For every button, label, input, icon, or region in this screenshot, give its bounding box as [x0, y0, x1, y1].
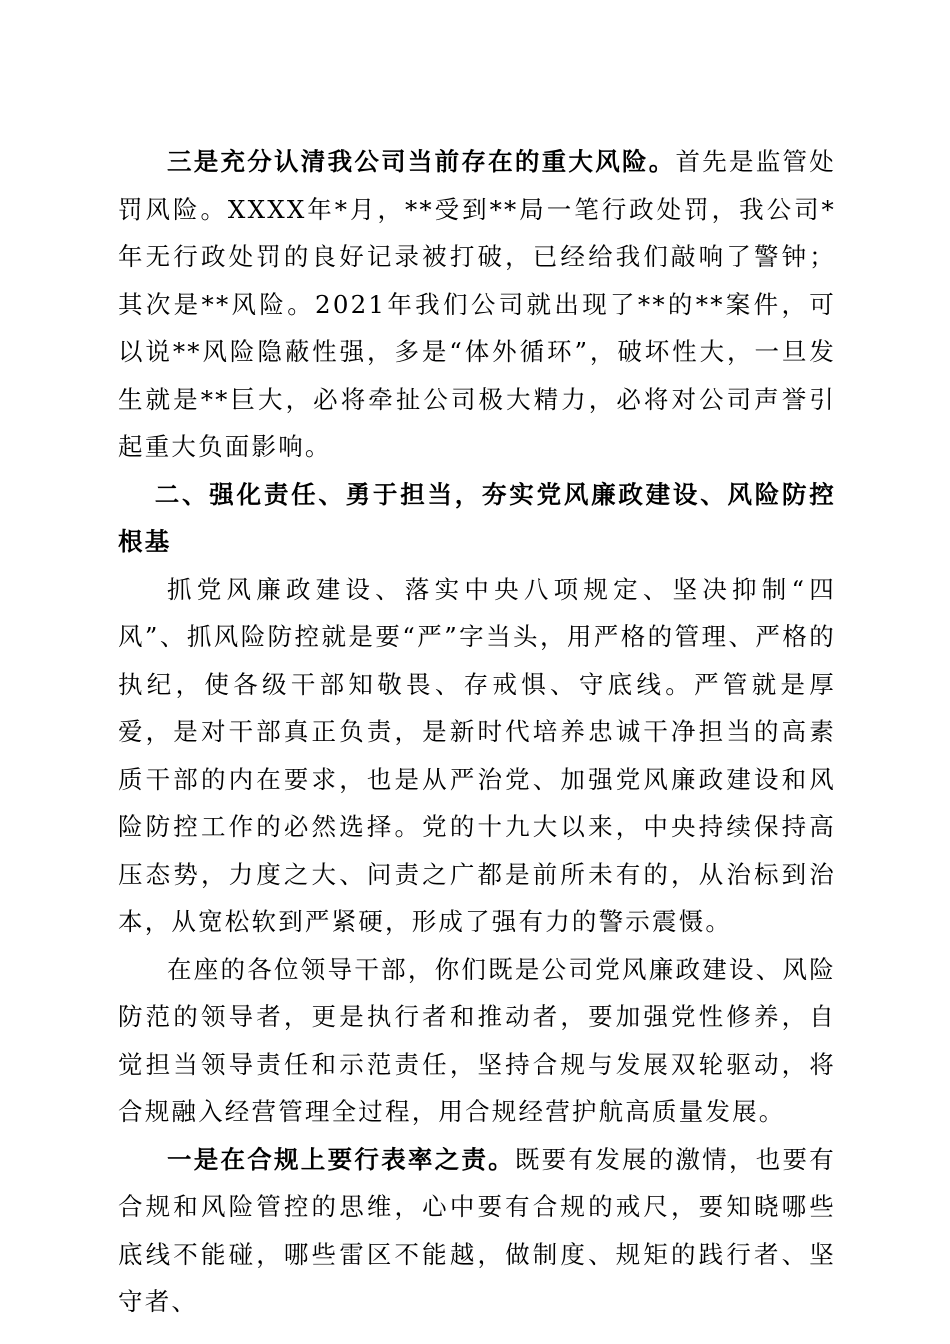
paragraph-compliance-example: [118, 1136, 836, 1326]
paragraph-text: 抓党风廉政建设、落实中央八项规定、坚决抑制“四风”、抓风险防控就是要“严”字当头，用严格的管理、严格的执纪，使各级干部知敬畏、存戒惧、守底线。严管就是厚爱，是对干部真正负责，是新时代培养忠诚干净担当的高素质干部的内在要求，也是从严治党、加强党风廉政建设和风险防控工作的必然选择。党的十九大以来，中央持续保持高压态势，力度之大、问责之广都是前所未有的，从治标到治本，从宽松软到严紧硬，形成了强有力的警示震慑。: [118, 574, 836, 936]
paragraph-leaders-responsibility: [118, 946, 836, 1136]
paragraph-text: 在座的各位领导干部，你们既是公司党风廉政建设、风险防范的领导者，更是执行者和推动者，要加强党性修养，自觉担当领导责任和示范责任，坚持合规与发展双轮驱动，将合规融入经营管理全过程，用合规经营护航高质量发展。: [118, 954, 836, 1126]
paragraph-text: 既要有发展的激情，也要有合规和风险管控的思维，心中要有合规的戒尺，要知晓哪些底线不能碰，哪些雷区不能越，做制度、规矩的践行者、坚守者、: [118, 1144, 836, 1316]
section-heading-two: 二、强化责任、勇于担当，夯实党风廉政建设、风险防控根基: [118, 479, 836, 556]
paragraph-text: 首先是监管处罚风险。XXXX年*月，**受到**局一笔行政处罚，我公司*年无行政处罚的良好记录被打破，已经给我们敲响了警钟；其次是**风险。2021年我们公司就出现了**的**案件，可以说**风险隐蔽性强，多是“体外循环”，破坏性大，一旦发生就是**巨大，必将牵扯公司极大精力，必将对公司声誉引起重大负面影响。: [118, 147, 836, 461]
document-body: [118, 138, 836, 1326]
paragraph-lead-third-point: 三是充分认清我公司当前存在的重大风险。: [167, 147, 676, 176]
paragraph-strict-management: [118, 566, 836, 946]
paragraph-lead-first-point: 一是在合规上要行表率之责。: [167, 1144, 515, 1174]
paragraph-major-risks: [118, 138, 836, 471]
